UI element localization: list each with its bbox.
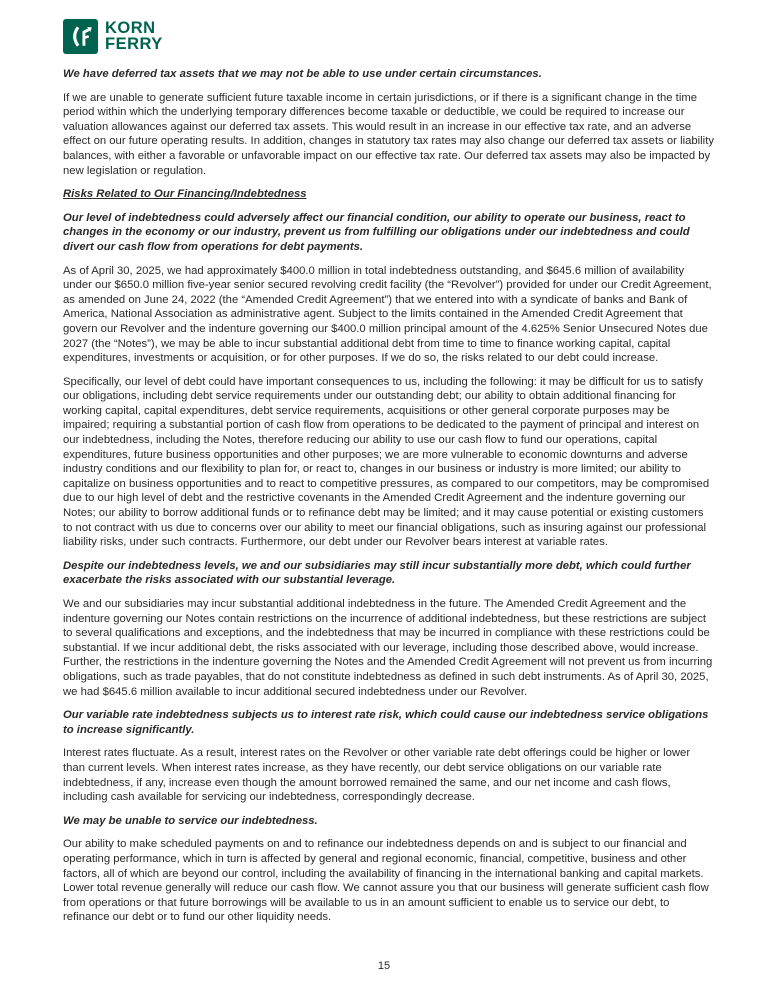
heading-unable-to-service: We may be unable to service our indebtedness. [63,814,318,827]
logo-word-ferry: FERRY [105,35,163,53]
logo-word-korn: KORN [105,19,156,37]
section-heading-financing-indebtedness: Risks Related to Our Financing/Indebtedness [63,188,307,201]
paragraph-interest-rates: Interest rates fluctuate. As a result, interest rates on the Revolver or other variable rate debt offerings could be higher or lower than current levels. When interest rates increase, as they have recently, our debt service obligations on our variable rate indebtedness, if any, increase even though the amount borrowed remained the same, and our net income and cash flows, including cash available for servicing our indebtedness, correspondingly decrease. [63,747,691,804]
paragraph-as-of-april: As of April 30, 2025, we had approximately $400.0 million in total indebtedness outstanding, and $645.6 million of availability under our $650.0 million five-year senior secured revolving credit facility (the “Revolver”) provided for under our Credit Agreement, as amended on June 24, 2022 (the “Amended Credit Agreement”) that we entered into with a syndicate of banks and Bank of America, National Association as administrative agent. Subject to the limits contained in the Amended Credit Agreement that govern our Revolver and the indenture governing our $400.0 million principal amount of the 4.625% Senior Unsecured Notes due 2027 (the “Notes”), we may be able to incur substantial additional debt from time to time to finance working capital, capital expenditures, investments or acquisition, or for other purposes. If we do so, the risks related to our debt could increase. [63,264,712,365]
heading-variable-rate: Our variable rate indebtedness subjects us to interest rate risk, which could cause our indebtedness service obligations to increase significantly. [63,709,709,736]
paragraph-our-ability: Our ability to make scheduled payments on and to refinance our indebtedness depends on and is subject to our financial and operating performance, which in turn is affected by general and regional economic, financial, competitive, business and other factors, all of which are beyond our control, including the availability of financing in the international banking and capital markets. Lower total revenue generally will reduce our cash flow. We cannot assure you that our business will generate sufficient cash flow from operations or that future borrowings will be available to us in an amount sufficient to enable us to service our debt, to refinance our debt or to fund our other liquidity needs. [63,838,709,924]
korn-ferry-logo-text [105,20,163,52]
heading-deferred-tax-assets: We have deferred tax assets that we may not be able to use under certain circumstances. [63,68,542,80]
korn-ferry-logo-icon [63,19,98,54]
heading-despite-indebtedness: Despite our indebtedness levels, we and our subsidiaries may still incur substantially more debt, which could further exacerbate the risks associated with our substantial leverage. [63,559,691,587]
korn-ferry-logo [63,18,768,54]
paragraph-we-and-subsidiaries: We and our subsidiaries may incur substantial additional indebtedness in the future. The Amended Credit Agreement and the indenture governing our Notes contain restrictions on the incurrence of additional indebtedness, but these restrictions are subject to several qualifications and exceptions, and the indebtedness that may be incurred in compliance with these restrictions could be substantial. If we incur additional debt, the risks associated with our leverage, including those described above, would increase. Further, the restrictions in the indenture governing the Notes and the Amended Credit Agreement will not prevent us from incurring obligations, such as trade payables, that do not constitute indebtedness as defined in such debt instruments. As of April 30, 2025, we had $645.6 million available to incur additional secured indebtedness under our Revolver. [63,598,713,698]
page-number: 15 [377,960,391,972]
paragraph-specifically: Specifically, our level of debt could have important consequences to us, including the following: it may be difficult for us to satisfy our obligations, including debt service requirements under our outstanding debt; our ability to obtain additional financing for working capital, capital expenditures, debt service requirements, acquisitions or other general corporate purposes may be impaired; requiring a substantial portion of cash flow from operations to be dedicated to the payment of principal and interest on our indebtedness, including the Notes, therefore reducing our ability to use our cash flow to fund our operations, capital expenditures, future business opportunities and other purposes; we are more vulnerable to economic downturns and adverse industry conditions and our flexibility to plan for, or react to, changes in our business or industry is more limited; our ability to capitalize on business opportunities and to react to competitive pressures, as compared to our competitors, may be compromised due to our high level of debt and the restrictive covenants in the Amended Credit Agreement and the indenture governing our Notes; our ability to borrow additional funds or to refinance debt may be limited; and it may cause potential or existing customers to not contract with us due to concerns over our ability to meet our financial obligations, such as insuring against our professional liability risks, under such contracts. Furthermore, our debt under our Revolver bears interest at variable rates. [63,375,710,549]
paragraph-deferred-tax: If we are unable to generate sufficient future taxable income in certain jurisdictions, or if there is a significant change in the time period within which the underlying temporary differences become taxable or deductible, we could be required to increase our valuation allowances against our deferred tax assets. This would result in an increase in our effective tax rate, and an adverse effect on our future operating results. In addition, changes in statutory tax rates may also change our deferred tax assets or liability balances, with either a favorable or unfavorable impact on our effective tax rate. Our deferred tax assets may also be impacted by new legislation or regulation. [63,91,714,177]
document-body [63,67,715,925]
heading-level-of-indebtedness: Our level of indebtedness could adversely affect our financial condition, our ability to operate our business, react to changes in the economy or our industry, prevent us from fulfilling our obligations under our indebtedness and could divert our cash flow from operations for debt payments. [63,211,690,253]
